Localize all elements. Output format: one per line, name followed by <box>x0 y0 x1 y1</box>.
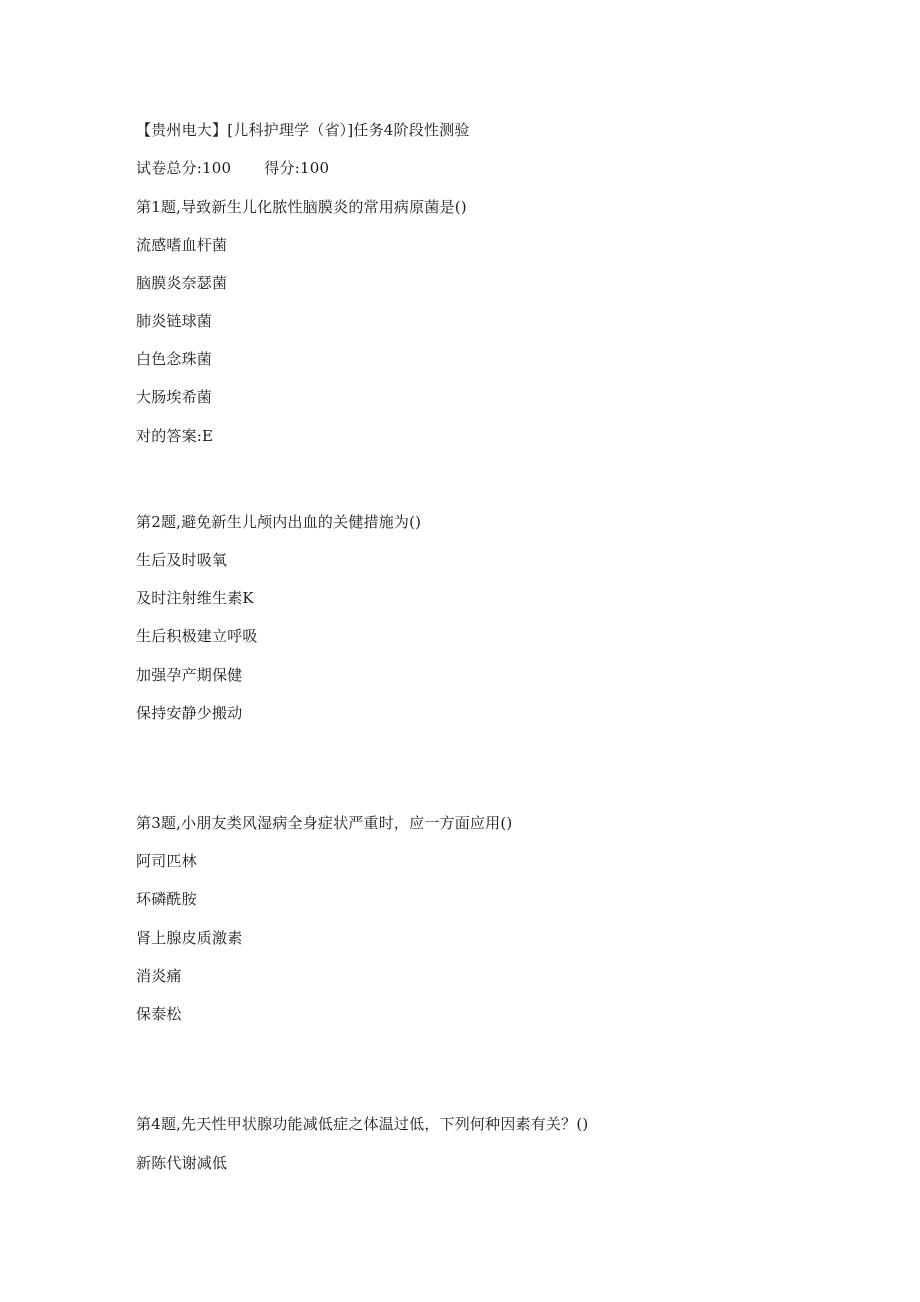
option-item: 新陈代谢减低 <box>136 1154 228 1172</box>
option-item: 及时注射维生素K <box>136 589 254 607</box>
option-item: 白色念珠菌 <box>136 350 213 368</box>
question-prompt: 第1题,导致新生儿化脓性脑膜炎的常用病原菌是() <box>136 198 467 216</box>
option-item: 阿司匹林 <box>136 852 197 870</box>
option-item: 生后积极建立呼吸 <box>136 627 258 645</box>
document-title: 【贵州电大】[儿科护理学（省）]任务4阶段性测验 <box>136 121 470 139</box>
total-score: 试卷总分:100 <box>136 159 232 177</box>
option-item: 大肠埃希菌 <box>136 388 213 406</box>
question-prompt: 第4题,先天性甲状腺功能减低症之体温过低，下列何种因素有关？() <box>136 1115 589 1133</box>
option-item: 脑膜炎奈瑟菌 <box>136 274 228 292</box>
option-item: 环磷酰胺 <box>136 890 197 908</box>
option-item: 肾上腺皮质激素 <box>136 929 243 947</box>
question-prompt: 第3题,小朋友类风湿病全身症状严重时，应一方面应用() <box>136 814 513 832</box>
option-item: 保持安静少搬动 <box>136 704 243 722</box>
option-item: 加强孕产期保健 <box>136 666 243 684</box>
option-item: 消炎痛 <box>136 967 182 985</box>
score-line <box>136 158 329 178</box>
earned-score: 得分:100 <box>264 159 330 177</box>
option-item: 保泰松 <box>136 1005 182 1023</box>
option-item: 肺炎链球菌 <box>136 312 213 330</box>
question-prompt: 第2题,避免新生儿颅内出血的关健措施为() <box>136 513 422 531</box>
option-item: 生后及时吸氧 <box>136 551 228 569</box>
correct-answer: 对的答案:E <box>136 427 214 445</box>
option-item: 流感嗜血杆菌 <box>136 236 228 254</box>
